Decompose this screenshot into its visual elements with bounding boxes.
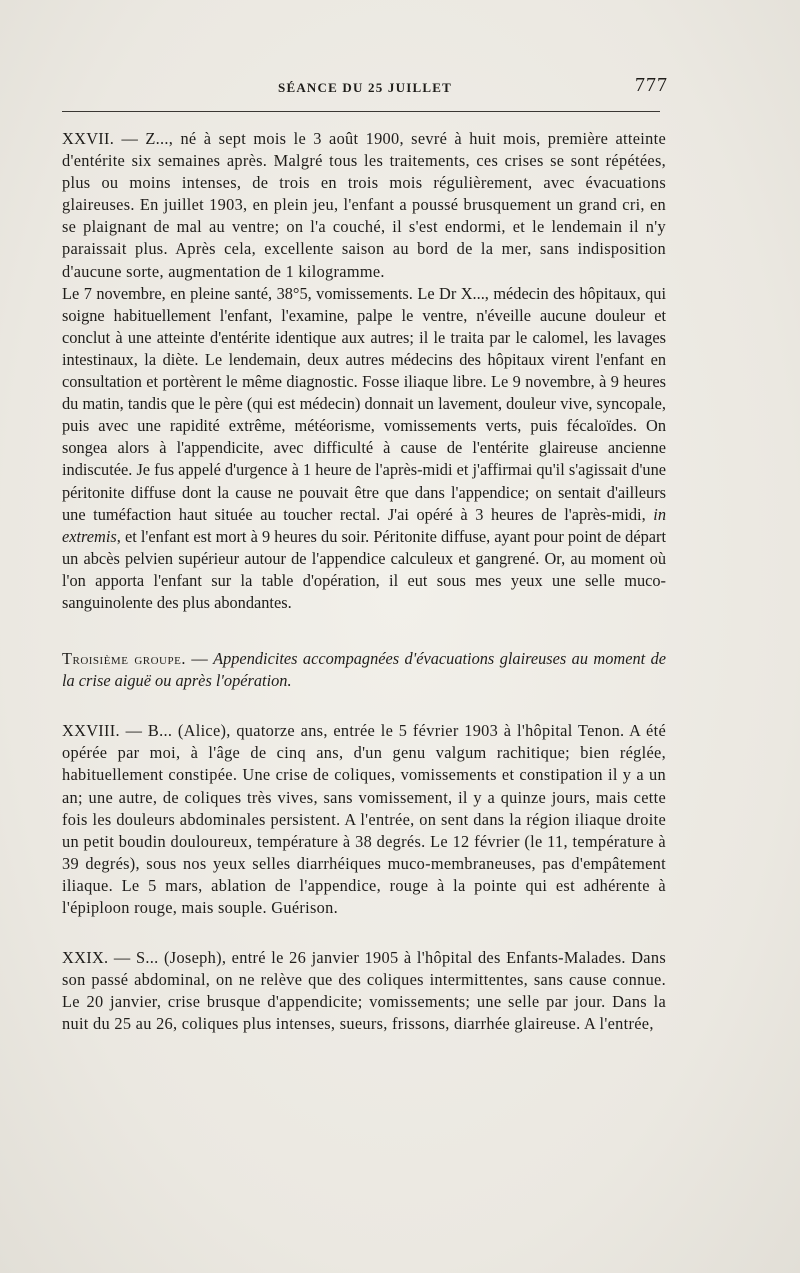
case-29-paragraph: XXIX. — S... (Joseph), entré le 26 janvier 1905 à l'hôpital des Enfants-Malades. Dans son passé abdominal, on ne relève que des coliques intermittentes, sans cause connue. Le 20 janvier, crise brusque d'appendicite; vomissements; une selle par jour. Dans la nuit du 25 au 26, coliques plus intenses, sueurs, frissons, diarrhée glaireuse. A l'entrée,	[62, 948, 666, 1034]
group-heading-label: Troisième groupe.	[62, 649, 186, 669]
spacer	[62, 692, 666, 720]
case-28-paragraph: XXVIII. — B... (Alice), quatorze ans, entrée le 5 février 1903 à l'hôpital Tenon. A été opérée par moi, à l'âge de cinq ans, d'un genu valgum rachitique; bien réglée, habituellement constipée. Une crise de coliques, vomissements et constipation il y a un an; une autre, de coliques très vives, sans vomissement, il y a quinze jours, mais cette fois les douleurs abdominales persistent. A l'entrée, on sent dans la région iliaque droite un petit boudin douloureux, température à 38 degrés. Le 12 février (le 11, température à 39 degrés), sous nos yeux selles diarrhéiques muco-membraneuses, pas d'empâtement iliaque. Le 5 mars, ablation de l'appendice, rouge à la pointe qui est adhérente à l'épiploon rouge, mais souple. Guérison.	[62, 721, 666, 917]
body-text	[62, 128, 666, 1035]
case-27-latin-phrase: in extremis	[62, 504, 666, 546]
case-27-continuation-end: , et l'enfant est mort à 9 heures du soir. Péritonite diffuse, ayant pour point de départ un abcès pelvien supérieur autour de l'appendice calculeux et gangrené. Or, au moment où l'on apporta l'enfant sur la table d'opération, il eut sous mes yeux une selle muco-sanguinolente des plus abondantes.	[62, 526, 666, 612]
case-27-paragraph: XXVII. — Z..., né à sept mois le 3 août 1900, sevré à huit mois, première atteinte d'entérite six semaines après. Malgré tous les traitements, ces crises se sont répétées, plus ou moins intenses, de trois en trois mois régulièrement, avec évacuations glaireuses. En juillet 1903, en plein jeu, l'enfant a poussé brusquement un grand cri, en se plaignant de mal au ventre; on l'a couché, il s'est endormi, et le lendemain il n'y paraissait plus. Après cela, excellente saison au bord de la mer, sans indisposition d'aucune sorte, augmentation de 1 kilogramme.	[62, 129, 666, 281]
header-rule	[62, 111, 660, 112]
running-title: SÉANCE DU 25 JUILLET	[278, 80, 452, 95]
group-heading	[62, 648, 666, 692]
spacer	[62, 919, 666, 947]
running-head	[62, 74, 668, 102]
case-27-continuation	[62, 283, 666, 614]
group-heading-title: Appendicites accompagnées d'évacuations glaireuses au moment de la crise aiguë ou après l'opération.	[62, 649, 667, 691]
spacer	[62, 614, 666, 648]
page-number: 777	[635, 74, 668, 96]
case-27-continuation-text: Le 7 novembre, en pleine santé, 38°5, vomissements. Le Dr X..., médecin des hôpitaux, qui soigne habituellement l'enfant, l'examine, palpe le ventre, n'éveille aucune douleur et conclut à une atteinte d'entérite identique aux autres; il le traita par le calomel, les lavages intestinaux, la diète. Le lendemain, deux autres médecins des hôpitaux virent l'enfant en consultation et portèrent le même diagnostic. Fosse iliaque libre. Le 9 novembre, à 9 heures du matin, tandis que le père (qui est médecin) donnait un lavement, douleur vive, syncopale, puis avec une rapidité extrême, météorisme, vomissements verts, puis fécaloïdes. On songea alors à l'appendicite, avec difficulté à cause de l'entérite glaireuse ancienne indiscutée. Je fus appelé d'urgence à 1 heure de l'après-midi et j'affirmai qu'il s'agissait d'une péritonite diffuse dont la cause ne pouvait être que dans l'appendice; on sentait d'ailleurs une tuméfaction haut située au toucher rectal. J'ai opéré à 3 heures de l'après-midi,	[62, 283, 666, 524]
group-heading-dash: —	[185, 649, 214, 669]
